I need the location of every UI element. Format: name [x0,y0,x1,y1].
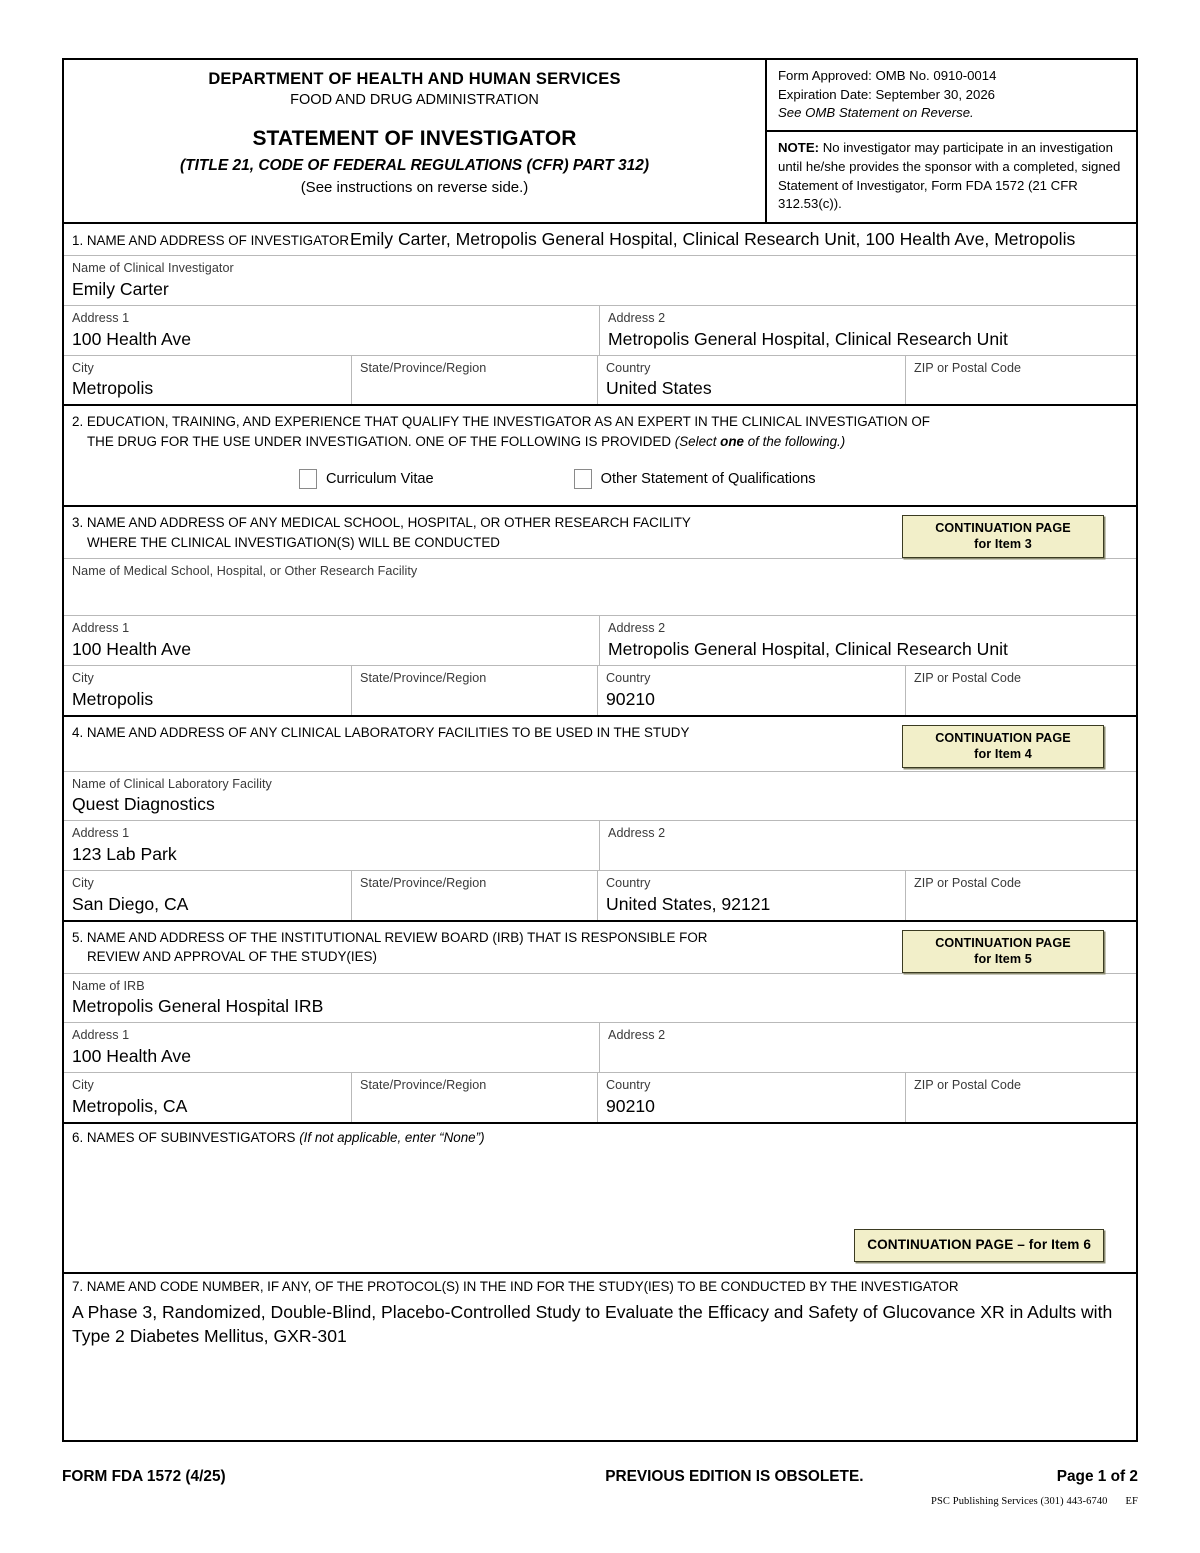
item4-city-caption: City [72,876,94,891]
item4-state-cell [352,871,598,920]
item3-country-cell [598,666,906,715]
item5-city-value[interactable]: Metropolis, CA [72,1095,188,1116]
item1-city-caption: City [72,360,94,375]
item4-address1-cell [64,821,600,870]
item1-zip-caption: ZIP or Postal Code [914,360,1022,375]
item5-state-caption: State/Province/Region [360,1078,487,1093]
footer-publisher-code: EF [1125,1496,1138,1507]
item1-address2-value[interactable]: Metropolis General Hospital, Clinical Research Unit [608,328,1008,349]
item4-name-caption: Name of Clinical Laboratory Facility [72,776,272,791]
item1-address1-cell [64,306,600,355]
section-item-3 [64,507,1136,716]
item3-city-value[interactable]: Metropolis [72,688,154,709]
item4-city-row [64,871,1136,920]
item2-select-suffix: of the following.) [743,433,846,449]
item6-body [64,1124,1136,1272]
section-item-5 [64,922,1136,1124]
item1-state-caption: State/Province/Region [360,360,487,375]
item4-name-value[interactable]: Quest Diagnostics [72,794,215,815]
item3-name-caption: Name of Medical School, Hospital, or Other Research Facility [72,564,418,579]
item5-address1-cell [64,1023,600,1072]
item5-address2-cell [600,1023,1136,1072]
item4-name-row [64,772,1136,822]
item3-zip-value[interactable] [914,688,1128,711]
item5-zip-cell [906,1073,1136,1122]
item3-address1-caption: Address 1 [72,621,130,636]
continuation-page-item3-line1: CONTINUATION PAGE [935,521,1071,536]
curriculum-vitae-option[interactable] [299,469,434,489]
item1-name-caption: Name of Clinical Investigator [72,261,234,276]
footer-previous-edition: PREVIOUS EDITION IS OBSOLETE. [605,1468,864,1485]
footer-form-number: FORM FDA 1572 (4/25) [62,1468,226,1485]
item5-line2: REVIEW AND APPROVAL OF THE STUDY(IES) [87,949,377,965]
item3-address2-value[interactable]: Metropolis General Hospital, Clinical Research Unit [608,638,1008,659]
continuation-page-item4-button[interactable] [902,725,1104,768]
curriculum-vitae-label: Curriculum Vitae [326,471,434,488]
continuation-page-item4-line2: for Item 4 [974,746,1032,761]
item5-city-caption: City [72,1078,94,1093]
continuation-page-item4-line1: CONTINUATION PAGE [935,730,1071,745]
footer-page-number: Page 1 of 2 [1056,1468,1138,1485]
item5-city-cell [64,1073,352,1122]
item3-country-value[interactable]: 90210 [606,688,655,709]
agency-title: FOOD AND DRUG ADMINISTRATION [290,91,539,108]
item1-zip-cell [906,356,1136,405]
item5-state-value[interactable] [360,1095,589,1118]
item1-name-value[interactable]: Emily Carter [72,278,169,299]
item1-label: 1. NAME AND ADDRESS OF INVESTIGATOR [72,233,350,249]
curriculum-vitae-checkbox[interactable] [299,469,317,489]
item2-header [64,406,1136,457]
other-qualifications-checkbox[interactable] [574,469,592,489]
item2-line2-plain: THE DRUG FOR THE USE UNDER INVESTIGATION. ONE OF THE FOLLOWING IS PROVIDED [87,433,675,449]
item3-name-cell [64,559,1136,615]
item7-header: 7. NAME AND CODE NUMBER, IF ANY, OF THE PROTOCOL(S) IN THE IND FOR THE STUDY(IES) TO BE CONDUCTED BY THE INVESTIGATOR [72,1278,959,1294]
item3-zip-caption: ZIP or Postal Code [914,670,1022,685]
item4-address2-caption: Address 2 [608,826,666,841]
header-title-block [64,60,767,222]
item5-name-cell [64,974,1136,1023]
item4-city-cell [64,871,352,920]
item1-state-cell [352,356,598,405]
item1-name-cell [64,256,1136,305]
item3-city-cell [64,666,352,715]
item5-header [64,922,1136,974]
item6-label-note: (If not applicable, enter “None”) [299,1129,485,1145]
other-qualifications-option[interactable] [574,469,816,489]
omb-approved: Form Approved: OMB No. 0910-0014 [778,68,997,83]
footer-publisher: PSC Publishing Services (301) 443-6740 [931,1496,1108,1507]
footer-publisher-line [62,1496,1138,1507]
note-box [767,132,1136,222]
form-instructions: (See instructions on reverse side.) [300,179,529,197]
item4-address1-value[interactable]: 123 Lab Park [72,844,177,865]
item3-line2: WHERE THE CLINICAL INVESTIGATION(S) WILL BE CONDUCTED [87,534,500,550]
item3-country-caption: Country [606,670,651,685]
item4-country-value[interactable]: United States, 92121 [606,893,771,914]
item4-zip-caption: ZIP or Postal Code [914,876,1022,891]
item1-city-value[interactable]: Metropolis [72,378,154,399]
item4-country-caption: Country [606,876,651,891]
item5-address2-value[interactable] [608,1045,1128,1068]
item6-header [64,1124,1136,1151]
item4-address-row [64,821,1136,871]
item1-zip-value[interactable] [914,377,1128,400]
form-header [64,60,1136,224]
item4-country-cell [598,871,906,920]
item2-line1: 2. EDUCATION, TRAINING, AND EXPERIENCE THAT QUALIFY THE INVESTIGATOR AS AN EXPERT IN THE CLINICAL INVESTIGATION OF [72,414,930,430]
item3-name-row [64,559,1136,616]
item4-zip-value[interactable] [914,893,1128,916]
item1-header-row [64,224,1136,256]
item5-address-row [64,1023,1136,1073]
item5-name-caption: Name of IRB [72,978,145,993]
item2-select-one: one [720,433,744,449]
item3-header [64,507,1136,559]
section-item-7 [64,1274,1136,1440]
item1-address2-caption: Address 2 [608,310,666,325]
item5-line1: 5. NAME AND ADDRESS OF THE INSTITUTIONAL REVIEW BOARD (IRB) THAT IS RESPONSIBLE FOR [72,929,708,945]
omb-box [767,60,1136,132]
continuation-page-item3-line2: for Item 3 [974,537,1032,552]
section-item-6 [64,1124,1136,1274]
item3-address2-cell [600,616,1136,665]
item1-address2-cell [600,306,1136,355]
section-item-2 [64,406,1136,507]
continuation-page-item5-line2: for Item 5 [974,951,1032,966]
item1-country-value[interactable]: United States [606,378,712,399]
item7-value[interactable]: A Phase 3, Randomized, Double-Blind, Placebo-Controlled Study to Evaluate the Efficacy and Safety of Glucovance XR in Adults with Type 2 Diabetes Mellitus, GXR-301 [72,1301,1113,1347]
item3-address1-value[interactable]: 100 Health Ave [72,638,192,659]
continuation-page-item6-button[interactable] [854,1229,1104,1261]
item3-zip-cell [906,666,1136,715]
item1-address1-caption: Address 1 [72,310,130,325]
item5-country-value[interactable]: 90210 [606,1095,655,1116]
form-frame [62,58,1138,1442]
item3-state-caption: State/Province/Region [360,670,487,685]
item1-city-cell [64,356,352,405]
item2-line2 [72,432,1128,451]
item4-address1-caption: Address 1 [72,826,130,841]
item4-state-caption: State/Province/Region [360,876,487,891]
section-item-1 [64,224,1136,406]
item4-city-value[interactable]: San Diego, CA [72,893,189,914]
item4-address2-value[interactable] [608,843,1128,866]
item5-country-cell [598,1073,906,1122]
other-qualifications-label: Other Statement of Qualifications [600,471,816,488]
omb-expiration: Expiration Date: September 30, 2026 [778,86,995,102]
item3-address1-cell [64,616,600,665]
item5-state-cell [352,1073,598,1122]
item5-name-row [64,974,1136,1024]
item5-country-caption: Country [606,1078,651,1093]
item3-address2-caption: Address 2 [608,621,666,636]
item6-label: 6. NAMES OF SUBINVESTIGATORS [72,1129,300,1145]
item3-address-row [64,616,1136,666]
note-label: NOTE: [778,140,820,156]
department-title: DEPARTMENT OF HEALTH AND HUMAN SERVICES [208,70,621,88]
item2-checkbox-row [64,457,1136,505]
item4-state-value[interactable] [360,893,589,916]
item3-name-value[interactable] [72,581,1128,604]
item4-zip-cell [906,871,1136,920]
item4-name-cell [64,772,1136,821]
item1-address-row [64,306,1136,356]
continuation-page-item6-label: CONTINUATION PAGE – for Item 6 [867,1237,1091,1253]
item3-line1: 3. NAME AND ADDRESS OF ANY MEDICAL SCHOOL, HOSPITAL, OR OTHER RESEARCH FACILITY [72,515,691,531]
item1-inline-value[interactable]: Emily Carter, Metropolis General Hospital, Clinical Research Unit, 100 Health Ave, Metropolis [350,229,1076,250]
item1-address1-value[interactable]: 100 Health Ave [72,328,192,349]
item5-address1-value[interactable]: 100 Health Ave [72,1046,192,1067]
item5-zip-caption: ZIP or Postal Code [914,1078,1022,1093]
item5-city-row [64,1073,1136,1122]
item2-select-prefix: (Select [674,433,721,449]
form-subtitle: (TITLE 21, CODE OF FEDERAL REGULATIONS (CFR) PART 312) [179,156,650,174]
form-title: STATEMENT OF INVESTIGATOR [252,127,577,151]
note-text: No investigator may participate in an investigation until he/she provides the sponsor with a completed, signed Statement of Investigator, Form FDA 1572 (21 CFR 312.53(c)). [778,140,1121,212]
continuation-page-item3-button[interactable] [902,515,1104,558]
continuation-page-item5-button[interactable] [902,930,1104,973]
item1-city-row [64,356,1136,405]
item4-line1: 4. NAME AND ADDRESS OF ANY CLINICAL LABORATORY FACILITIES TO BE USED IN THE STUDY [72,724,690,740]
item3-city-row [64,666,1136,715]
item1-country-cell [598,356,906,405]
omb-reverse-note: See OMB Statement on Reverse. [778,105,974,121]
item1-name-row [64,256,1136,306]
item3-city-caption: City [72,670,94,685]
form-footer [62,1468,1138,1486]
item1-country-caption: Country [606,360,651,375]
header-omb-block [767,60,1136,222]
section-item-4 [64,717,1136,922]
item1-state-value[interactable] [360,377,589,400]
item5-address1-caption: Address 1 [72,1028,130,1043]
item4-header [64,717,1136,772]
item3-state-cell [352,666,598,715]
continuation-page-item5-line1: CONTINUATION PAGE [935,935,1071,950]
item3-state-value[interactable] [360,688,589,711]
item5-zip-value[interactable] [914,1095,1128,1118]
item4-address2-cell [600,821,1136,870]
item5-address2-caption: Address 2 [608,1028,666,1043]
item5-name-value[interactable]: Metropolis General Hospital IRB [72,996,324,1017]
